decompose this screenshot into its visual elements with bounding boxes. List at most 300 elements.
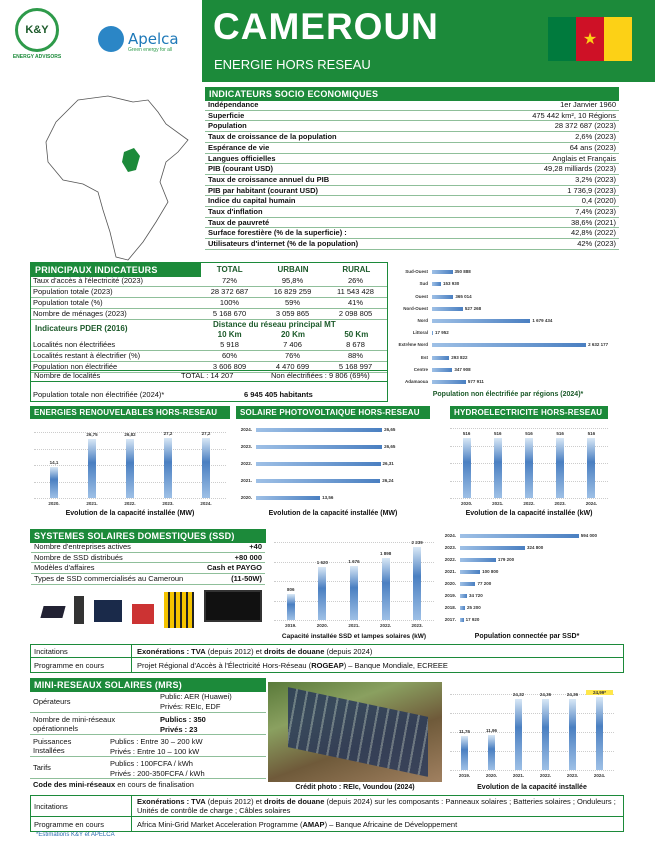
page-subtitle: ENERGIE HORS RESEAU: [214, 57, 371, 72]
tick-label: 2020.: [316, 623, 329, 628]
ssd-incit-b2: droits de douane: [264, 647, 325, 656]
chart-bar: [256, 496, 320, 500]
mrs-prog-b: AMAP: [302, 820, 325, 829]
socio-row: [205, 121, 619, 132]
data-label: 153 930: [443, 281, 460, 287]
table-cell: 8 678: [346, 340, 365, 349]
chart-bar: [318, 567, 326, 620]
data-label: 516: [494, 430, 502, 436]
mrs-incit-b2: droits de douane: [264, 797, 325, 806]
data-label: 324 800: [526, 545, 544, 550]
socio-key: Taux de croissance de la population: [208, 132, 337, 142]
chart-bar: [413, 547, 421, 620]
chart-bar: [432, 368, 452, 372]
data-label: 77 200: [477, 581, 492, 586]
logo-ky: [8, 8, 66, 70]
ssd-prog-t1: Projet Régional d'Accès à l'Électricité Hors-Réseau (: [137, 661, 312, 670]
data-label: 347 908: [454, 366, 471, 372]
pop-non-value: 6 945 405 habitants: [244, 390, 313, 399]
table-cell: 5 918: [220, 340, 239, 349]
table-cell: 3 059 865: [275, 309, 310, 318]
africa-map: [38, 92, 203, 267]
mrs-photo-caption: Crédit photo : REIc, Voundou (2024): [295, 784, 415, 791]
socio-val: 42% (2023): [577, 239, 616, 249]
socio-row: [205, 154, 619, 165]
tick-label: 2024.: [444, 533, 456, 538]
data-label: 293 822: [451, 354, 468, 360]
spv-caption: Evolution de la capacité installée (MW): [268, 510, 398, 517]
tick-label: 2019.: [444, 593, 456, 598]
socio-key: PIB par habitant (courant USD): [208, 185, 319, 195]
mrs-incit-b1: Exonérations : TVA: [137, 797, 206, 806]
tick-label: 2024.: [200, 501, 212, 506]
footnote: *Estimations K&Y et APELCA: [36, 832, 115, 838]
tick-label: 2021.: [240, 477, 252, 483]
socio-val: 28 372 687 (2023): [554, 121, 616, 131]
data-label: 11,96: [485, 728, 497, 734]
regions-caption: Population non électrifiée par régions (2024)*: [432, 391, 584, 398]
ssd-key: Nombre de SSD distribués: [34, 552, 123, 562]
enr-caption: Evolution de la capacité installée (MW): [65, 510, 195, 517]
data-label: 1 898: [379, 551, 392, 557]
data-label: 2 239: [411, 540, 423, 546]
data-label: 24,36: [566, 691, 579, 697]
data-label: 25 200: [467, 605, 481, 610]
flag-cameroon: ★: [548, 17, 632, 61]
ssd-pop-caption: Population connectée par SSD*: [474, 633, 580, 640]
socio-row: [205, 100, 619, 111]
tick-label: 2022.: [523, 501, 535, 506]
localites-total: TOTAL : 14 207: [181, 371, 234, 380]
tick-label: Centre: [413, 366, 428, 372]
ssd-row: [31, 563, 265, 574]
logo-ky-sub: ENERGY ADVISORS: [12, 54, 62, 60]
tick-label: Ouest: [415, 293, 428, 299]
mrs-title: MINI-RESEAUX SOLAIRES (MRS): [30, 678, 266, 692]
chart-bar: [256, 445, 382, 449]
socio-val: 3,2% (2023): [575, 174, 616, 184]
table-cell: 3 606 809: [212, 362, 247, 371]
principaux-cols: [198, 265, 388, 274]
socio-val: 1er Janvier 1960: [560, 100, 616, 109]
principaux-col-1: URBAIN: [277, 265, 309, 274]
pop-non-label: Population totale non électrifiée (2024)*: [33, 390, 165, 399]
socio-row: [205, 218, 619, 229]
chart-bar: [126, 439, 134, 498]
data-label: 2 632 177: [588, 342, 609, 348]
dist-title: Distance du réseau principal MT: [213, 320, 336, 329]
chart-bar: [432, 307, 463, 311]
table-cell: 28 372 687: [210, 287, 249, 296]
socio-val: 2,6% (2023): [575, 132, 616, 142]
socio-key: Population: [208, 121, 247, 131]
chart-bar: [460, 582, 475, 586]
socio-row: [205, 207, 619, 218]
data-label: 17 920: [465, 617, 480, 622]
chart-bar: [256, 479, 380, 483]
data-label: 13,56: [322, 494, 334, 500]
table-cell: 95,8%: [281, 276, 304, 285]
chart-bar: [202, 438, 210, 498]
tick-label: 2019.: [285, 623, 297, 628]
mrs-incit-t2: (depuis 2024) sur les composants : Panneaux solaires ; Batteries solaires ; Onduleurs ; Unités de contrôle de charge ; Câbles solaires: [137, 797, 616, 815]
tick-label: 2022.: [240, 461, 252, 466]
data-label: 14,1: [49, 459, 59, 465]
chart-bar: [432, 282, 441, 286]
data-label: 594 000: [580, 533, 598, 538]
tick-label: Extrême Nord: [398, 342, 428, 348]
mrs-table: [30, 691, 266, 793]
ssd-incit-b1: Exonérations : TVA: [137, 647, 206, 656]
chart-bar: [164, 438, 172, 498]
data-label: 516: [556, 430, 564, 436]
table-row: [31, 351, 387, 362]
dist-col-2: 50 Km: [344, 330, 369, 339]
socio-key: Indice du capital humain: [208, 196, 296, 206]
socio-key: Taux de croissance annuel du PIB: [208, 174, 330, 184]
data-label: 27,2: [201, 431, 211, 437]
tick-label: 2024.: [593, 773, 606, 778]
chart-bar: [460, 534, 579, 538]
data-label: 527 268: [464, 305, 482, 311]
hydro-title: HYDROELECTRICITE HORS-RESEAU: [450, 406, 608, 419]
data-label: 516: [525, 430, 533, 436]
data-label: 26,75: [86, 432, 98, 438]
table-cell: 7 406: [283, 340, 302, 349]
tick-label: Sud: [419, 281, 428, 287]
chart-bar: [542, 699, 549, 770]
chart-bar: [515, 699, 522, 770]
mrs-prog-label: Programme en cours: [34, 820, 105, 829]
tick-label: 2023.: [554, 501, 566, 506]
table-cell: 60%: [221, 351, 237, 360]
socio-key: Surface forestière (% de la superficie) :: [208, 228, 347, 238]
ssd-val: +80 000: [234, 552, 262, 562]
tick-label: 2021.: [86, 501, 98, 506]
regions-chart: [392, 262, 624, 392]
socio-key: PIB (courant USD): [208, 164, 274, 174]
mrs-op2: Privés: REIc, EDF: [160, 702, 221, 711]
mrs-t1: Publics : 100FCFA / kWh: [110, 759, 193, 768]
tick-label: Nord: [417, 317, 428, 323]
principaux-table: [31, 276, 387, 320]
socio-row: [205, 143, 619, 154]
principaux-title: PRINCIPAUX INDICATEURS: [31, 263, 201, 277]
mrs-prog-row: [30, 817, 624, 832]
tick-label: Nord-Ouest: [403, 305, 428, 311]
apelca-name: Apelca: [128, 30, 179, 48]
pder-title: Indicateurs PDER (2016): [35, 324, 128, 333]
gridline: [34, 498, 226, 499]
page-title: CAMEROUN: [213, 6, 439, 47]
mrs-code-label: Code des mini-réseaux: [33, 780, 116, 789]
mrs-incit-label: Incitations: [34, 802, 68, 811]
data-label: 24,32: [512, 691, 525, 697]
logo-apelca: [98, 22, 198, 62]
ssd-prog-label: Programme en cours: [34, 661, 105, 670]
chart-bar: [587, 438, 595, 498]
ssd-row: [31, 574, 265, 585]
ssd-prog-b: ROGEAP: [311, 661, 344, 670]
ssd-cap-caption: Capacité installée SSD et lampes solaires (kW): [281, 633, 427, 640]
table-cell: Population totale (%): [33, 298, 103, 307]
chart-bar: [460, 618, 464, 622]
chart-bar: [432, 343, 586, 347]
data-label: 1 679 434: [532, 317, 553, 323]
tick-label: 2018.: [444, 605, 456, 610]
ssd-row: [31, 542, 265, 553]
logo-ky-circle: K&Y: [15, 8, 59, 52]
localites-non: Non électrifiées : 9 806 (69%): [271, 371, 370, 380]
table-cell: 4 470 699: [275, 362, 310, 371]
tick-label: 2021.: [348, 623, 360, 628]
gridline: [450, 751, 614, 752]
mrs-t: [30, 757, 266, 779]
tick-label: 2022.: [444, 557, 456, 562]
ssd-incit-t1: (depuis 2012) et: [205, 647, 264, 656]
data-label: 179 200: [497, 557, 515, 562]
ssd-val: (11-50W): [231, 574, 262, 584]
gridline: [274, 620, 434, 621]
table-cell: 72%: [221, 276, 237, 285]
chart-bar: [461, 736, 468, 770]
socio-val: 38,6% (2021): [570, 217, 616, 227]
chart-bar: [460, 594, 467, 598]
mrs-prog-t1: Africa Mini-Grid Market Acceleration Programme (: [137, 820, 303, 829]
mrs-chart: [446, 680, 618, 782]
apelca-sub: Green energy for all: [128, 47, 173, 53]
socio-row: [205, 186, 619, 197]
mrs-p2: Privés : Entre 10 – 100 kW: [110, 747, 200, 756]
table-row: [31, 340, 387, 351]
chart-bar: [569, 699, 576, 770]
tick-label: 2023.: [566, 773, 579, 778]
socio-key: Utilisateurs d'internet (% de la population): [208, 239, 359, 249]
table-cell: 41%: [347, 298, 363, 307]
hydro-chart: [446, 418, 612, 510]
socio-val: 7,4% (2023): [575, 207, 616, 217]
ssd-products-image: [36, 586, 266, 636]
ssd-key: Modèles d'affaires: [34, 563, 95, 573]
data-label: 27,2: [163, 431, 173, 437]
mrs-chart-caption: Evolution de la capacité installée: [477, 784, 587, 791]
table-row: [31, 309, 387, 320]
mrs-nb: [30, 713, 266, 735]
data-label: 350 888: [454, 269, 471, 275]
mrs-code-val: en cours de finalisation: [117, 780, 194, 789]
socio-row: [205, 175, 619, 186]
table-row: [31, 298, 387, 309]
chart-bar: [256, 428, 382, 432]
principaux-col-0: TOTAL: [216, 265, 243, 274]
tick-label: 2020.: [444, 581, 456, 586]
data-label: 365 014: [455, 293, 472, 299]
chart-bar: [432, 270, 453, 274]
data-label: 24,99*: [586, 690, 613, 695]
chart-bar: [88, 439, 96, 498]
table-cell: 2 098 805: [338, 309, 373, 318]
chart-bar: [494, 438, 502, 498]
mrs-op: [30, 691, 266, 713]
mrs-nb2: Privés : 23: [160, 725, 198, 734]
mrs-op1: Public: AER (Huawei): [160, 692, 232, 701]
gridline: [450, 713, 614, 714]
chart-bar: [488, 735, 495, 770]
table-cell: 59%: [284, 298, 300, 307]
data-label: 806: [287, 586, 295, 592]
dist-cols: [198, 330, 388, 339]
mrs-t-label: Tarifs: [33, 763, 51, 772]
chart-bar: [460, 570, 480, 574]
ssd-prog-t2: ) – Banque Mondiale, ECREEE: [343, 661, 448, 670]
chart-bar: [556, 438, 564, 498]
apelca-house-icon: [98, 26, 124, 52]
mrs-nb-label: Nombre de mini-réseaux opérationnels: [33, 715, 116, 733]
ssd-incit-t2: (depuis 2024): [324, 647, 373, 656]
chart-bar: [460, 546, 525, 550]
data-label: 26,31: [382, 461, 394, 466]
ssd-key: Nombre d'entreprises actives: [34, 542, 131, 551]
table-cell: 16 829 259: [273, 287, 312, 296]
data-label: 24,36: [539, 691, 552, 697]
mrs-prog-t2: ) – Banque Africaine de Développement: [324, 820, 458, 829]
spv-title: SOLAIRE PHOTOVOLTAIQUE HORS-RESEAU: [236, 406, 430, 419]
data-label: 516: [587, 430, 596, 436]
ssd-prog-row: [30, 658, 624, 673]
mrs-op-label: Opérateurs: [33, 697, 71, 706]
data-label: 34 720: [468, 593, 483, 598]
socio-val: 0,4 (2020): [581, 196, 616, 206]
pder-table: [31, 340, 387, 373]
socio-key: Taux d'inflation: [208, 207, 263, 217]
chart-bar: [382, 558, 390, 620]
socio-row: [205, 196, 619, 207]
dist-col-0: 10 Km: [217, 330, 242, 339]
ssd-incit-label: Incitations: [34, 647, 68, 656]
chart-bar: [432, 295, 453, 299]
socio-val: 1 736,9 (2023): [567, 185, 616, 195]
ssd-pop-chart: [440, 528, 614, 630]
chart-bar: [350, 566, 358, 620]
socio-key: Langues officielles: [208, 153, 276, 163]
table-cell: 5 168 997: [338, 362, 373, 371]
socio-row: [205, 239, 619, 250]
mrs-incit-t1: (depuis 2012) et: [205, 797, 264, 806]
hydro-caption: Evolution de la capacité installée (kW): [465, 510, 593, 517]
tick-label: Est: [420, 354, 428, 360]
chart-bar: [432, 331, 433, 335]
socio-row: [205, 132, 619, 143]
tick-label: Adamaoua: [404, 378, 428, 384]
socio-val: 475 442 km², 10 Régions: [532, 110, 616, 120]
ssd-row: [31, 553, 265, 564]
tick-label: 2024.: [585, 501, 598, 506]
mrs-photo: [268, 682, 442, 782]
table-row: [31, 276, 387, 287]
socio-val: 49,28 milliards (2023): [543, 164, 616, 174]
table-cell: 76%: [284, 351, 300, 360]
localites-label: Nombre de localités: [34, 371, 101, 380]
mrs-t2: Privés : 200-350FCFA / kWh: [110, 769, 205, 778]
socio-key: Superficie: [208, 110, 245, 120]
tick-label: 2023.: [444, 545, 456, 550]
spv-chart: [236, 418, 430, 510]
gridline: [450, 498, 608, 499]
table-cell: 11 543 428: [337, 287, 374, 296]
data-label: 1 620: [316, 560, 329, 566]
chart-bar: [432, 319, 530, 323]
tick-label: 2019.: [458, 773, 471, 778]
ssd-table: [31, 542, 265, 585]
chart-bar: [596, 697, 603, 770]
data-label: 516: [462, 430, 471, 436]
tick-label: 2020.: [460, 501, 473, 506]
ssd-title: SYSTEMES SOLAIRES DOMESTIQUES (SSD): [30, 529, 266, 543]
tick-label: 2023.: [240, 444, 252, 450]
enr-title: ENERGIES RENOUVELABLES HORS-RESEAU: [30, 406, 230, 419]
tick-label: Sud-Ouest: [405, 269, 428, 275]
tick-label: 2020.: [240, 494, 252, 500]
chart-bar: [460, 558, 496, 562]
socio-key: Taux de pauvreté: [208, 217, 270, 227]
table-row: [31, 287, 387, 298]
tick-label: 2020.: [485, 773, 498, 778]
tick-label: 2024.: [240, 427, 252, 433]
socio-val: 64 ans (2023): [569, 142, 616, 152]
tick-label: 2022.: [539, 773, 552, 778]
gridline: [450, 770, 614, 771]
ssd-val: Cash et PAYGO: [206, 563, 262, 573]
tick-label: 2023.: [411, 623, 423, 628]
data-label: 11,76: [458, 728, 470, 734]
data-label: 577 911: [467, 378, 484, 384]
enr-chart: [30, 418, 230, 510]
socio-val: 42,8% (2022): [570, 228, 616, 238]
table-cell: 26%: [347, 276, 363, 285]
ssd-cap-chart: [270, 528, 438, 632]
tick-label: 2022.: [379, 623, 392, 628]
table-cell: Localités restant à électrifier (%): [33, 351, 141, 360]
mrs-nb1: Publics : 350: [160, 715, 206, 724]
tick-label: 2023.: [162, 501, 174, 506]
chart-bar: [256, 462, 381, 466]
chart-bar: [50, 467, 58, 498]
socio-title: INDICATEURS SOCIO ECONOMIQUES: [205, 87, 619, 101]
table-cell: 5 168 670: [212, 309, 247, 318]
tick-label: 2021.: [512, 773, 525, 778]
socio-key: Espérance de vie: [208, 142, 270, 152]
table-cell: Localités non électrifiées: [33, 340, 116, 349]
data-label: 26,65: [384, 427, 396, 433]
chart-bar: [460, 606, 465, 610]
socio-table: [205, 100, 619, 250]
data-label: 1 676: [348, 558, 360, 564]
mrs-p-label: Puissances Installées: [33, 737, 72, 755]
chart-bar: [432, 380, 466, 384]
tick-label: 2021.: [444, 569, 456, 574]
socio-row: [205, 111, 619, 122]
table-cell: 88%: [347, 351, 363, 360]
data-label: 26,82: [124, 431, 136, 437]
gridline: [450, 428, 608, 429]
table-cell: Nombre de ménages (2023): [33, 309, 127, 318]
mrs-p1: Publics : Entre 30 – 200 kW: [110, 737, 203, 746]
mrs-code: [30, 780, 266, 789]
table-cell: 100%: [219, 298, 240, 307]
socio-row: [205, 228, 619, 239]
mrs-incit-row: [30, 795, 624, 817]
principaux-col-2: RURAL: [342, 265, 371, 274]
